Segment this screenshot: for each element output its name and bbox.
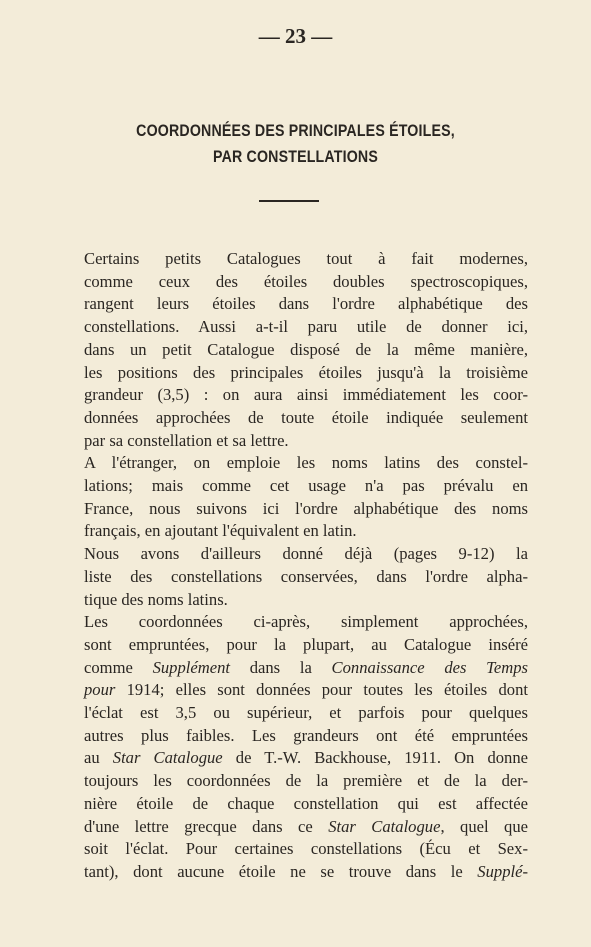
text-line [84, 816, 528, 839]
text-line: tique des noms latins. [84, 589, 228, 609]
italic-title: Supplé- [477, 861, 528, 881]
body-text [84, 248, 528, 884]
text-line: français, en ajoutant l'équivalent en latin. [84, 521, 357, 541]
text-line [84, 657, 528, 680]
text-line: grandeur (3,5) : on aura ainsi immédiatement les coor- [84, 385, 528, 405]
text-line: Nous avons d'ailleurs donné déjà (pages 9-12) la [84, 544, 528, 564]
text-line [84, 861, 528, 884]
text-line: rangent leurs étoiles dans l'ordre alphabétique des [84, 294, 528, 314]
paragraph-4 [84, 611, 528, 883]
italic-title: pour [84, 680, 116, 700]
text-run: tant), dont aucune étoile ne se trouve dans le [84, 861, 478, 881]
text-run: 1914; elles sont données pour toutes les étoiles dont [115, 680, 528, 700]
text-line [84, 747, 528, 770]
text-run: comme [84, 657, 153, 677]
text-line: dans un petit Catalogue disposé de la même manière, [84, 339, 528, 359]
text-line: Les coordonnées ci-après, simplement approchées, [84, 612, 528, 632]
text-line [84, 679, 528, 702]
text-line: par sa constellation et sa lettre. [84, 430, 289, 450]
text-line: autres plus faibles. Les grandeurs ont été empruntées [84, 725, 528, 745]
text-run: au [84, 748, 113, 768]
italic-title: Supplément [152, 657, 230, 677]
text-line: sont empruntées, pour la plupart, au Catalogue inséré [84, 634, 528, 654]
paragraph-2 [84, 452, 528, 543]
paragraph-1 [84, 248, 528, 452]
text-line: données approchées de toute étoile indiquée seulement [84, 407, 528, 427]
text-line: constellations. Aussi a-t-il paru utile de donner ici, [84, 317, 528, 337]
title-divider [259, 200, 319, 202]
text-run: , quel que [440, 816, 529, 836]
text-line: soit l'éclat. Pour certaines constellations (Écu et Sex- [84, 839, 528, 859]
text-line: nière étoile de chaque constellation qui est affectée [84, 793, 528, 813]
text-line: lations; mais comme cet usage n'a pas prévalu en [84, 476, 528, 496]
text-line: l'éclat est 3,5 ou supérieur, et parfois pour quelques [84, 703, 528, 723]
page-number: — 23 — [258, 24, 333, 48]
text-line: comme ceux des étoiles doubles spectroscopiques, [84, 271, 528, 291]
text-line: les positions des principales étoiles jusqu'à la troisième [84, 362, 528, 382]
page-title [41, 118, 549, 170]
italic-title: Star Catalogue [328, 816, 441, 836]
text-line: France, nous suivons ici l'ordre alphabétique des noms [84, 498, 528, 518]
text-run: d'une lettre grecque dans ce [84, 816, 329, 836]
title-line-1: COORDONNÉES DES PRINCIPALES ÉTOILES, [136, 122, 455, 140]
italic-title: Connaissance des Temps [331, 657, 528, 677]
title-line-2: PAR CONSTELLATIONS [213, 148, 378, 166]
text-run: dans la [229, 657, 332, 677]
text-line: Certains petits Catalogues tout à fait modernes, [84, 249, 528, 268]
italic-title: Star Catalogue [112, 748, 223, 768]
text-line: A l'étranger, on emploie les noms latins des constel- [84, 453, 528, 473]
text-line: liste des constellations conservées, dans l'ordre alpha- [84, 566, 528, 586]
text-run: de T.-W. Backhouse, 1911. On donne [222, 748, 528, 768]
text-line: toujours les coordonnées de la première et de la der- [84, 771, 528, 791]
paragraph-3 [84, 543, 528, 611]
